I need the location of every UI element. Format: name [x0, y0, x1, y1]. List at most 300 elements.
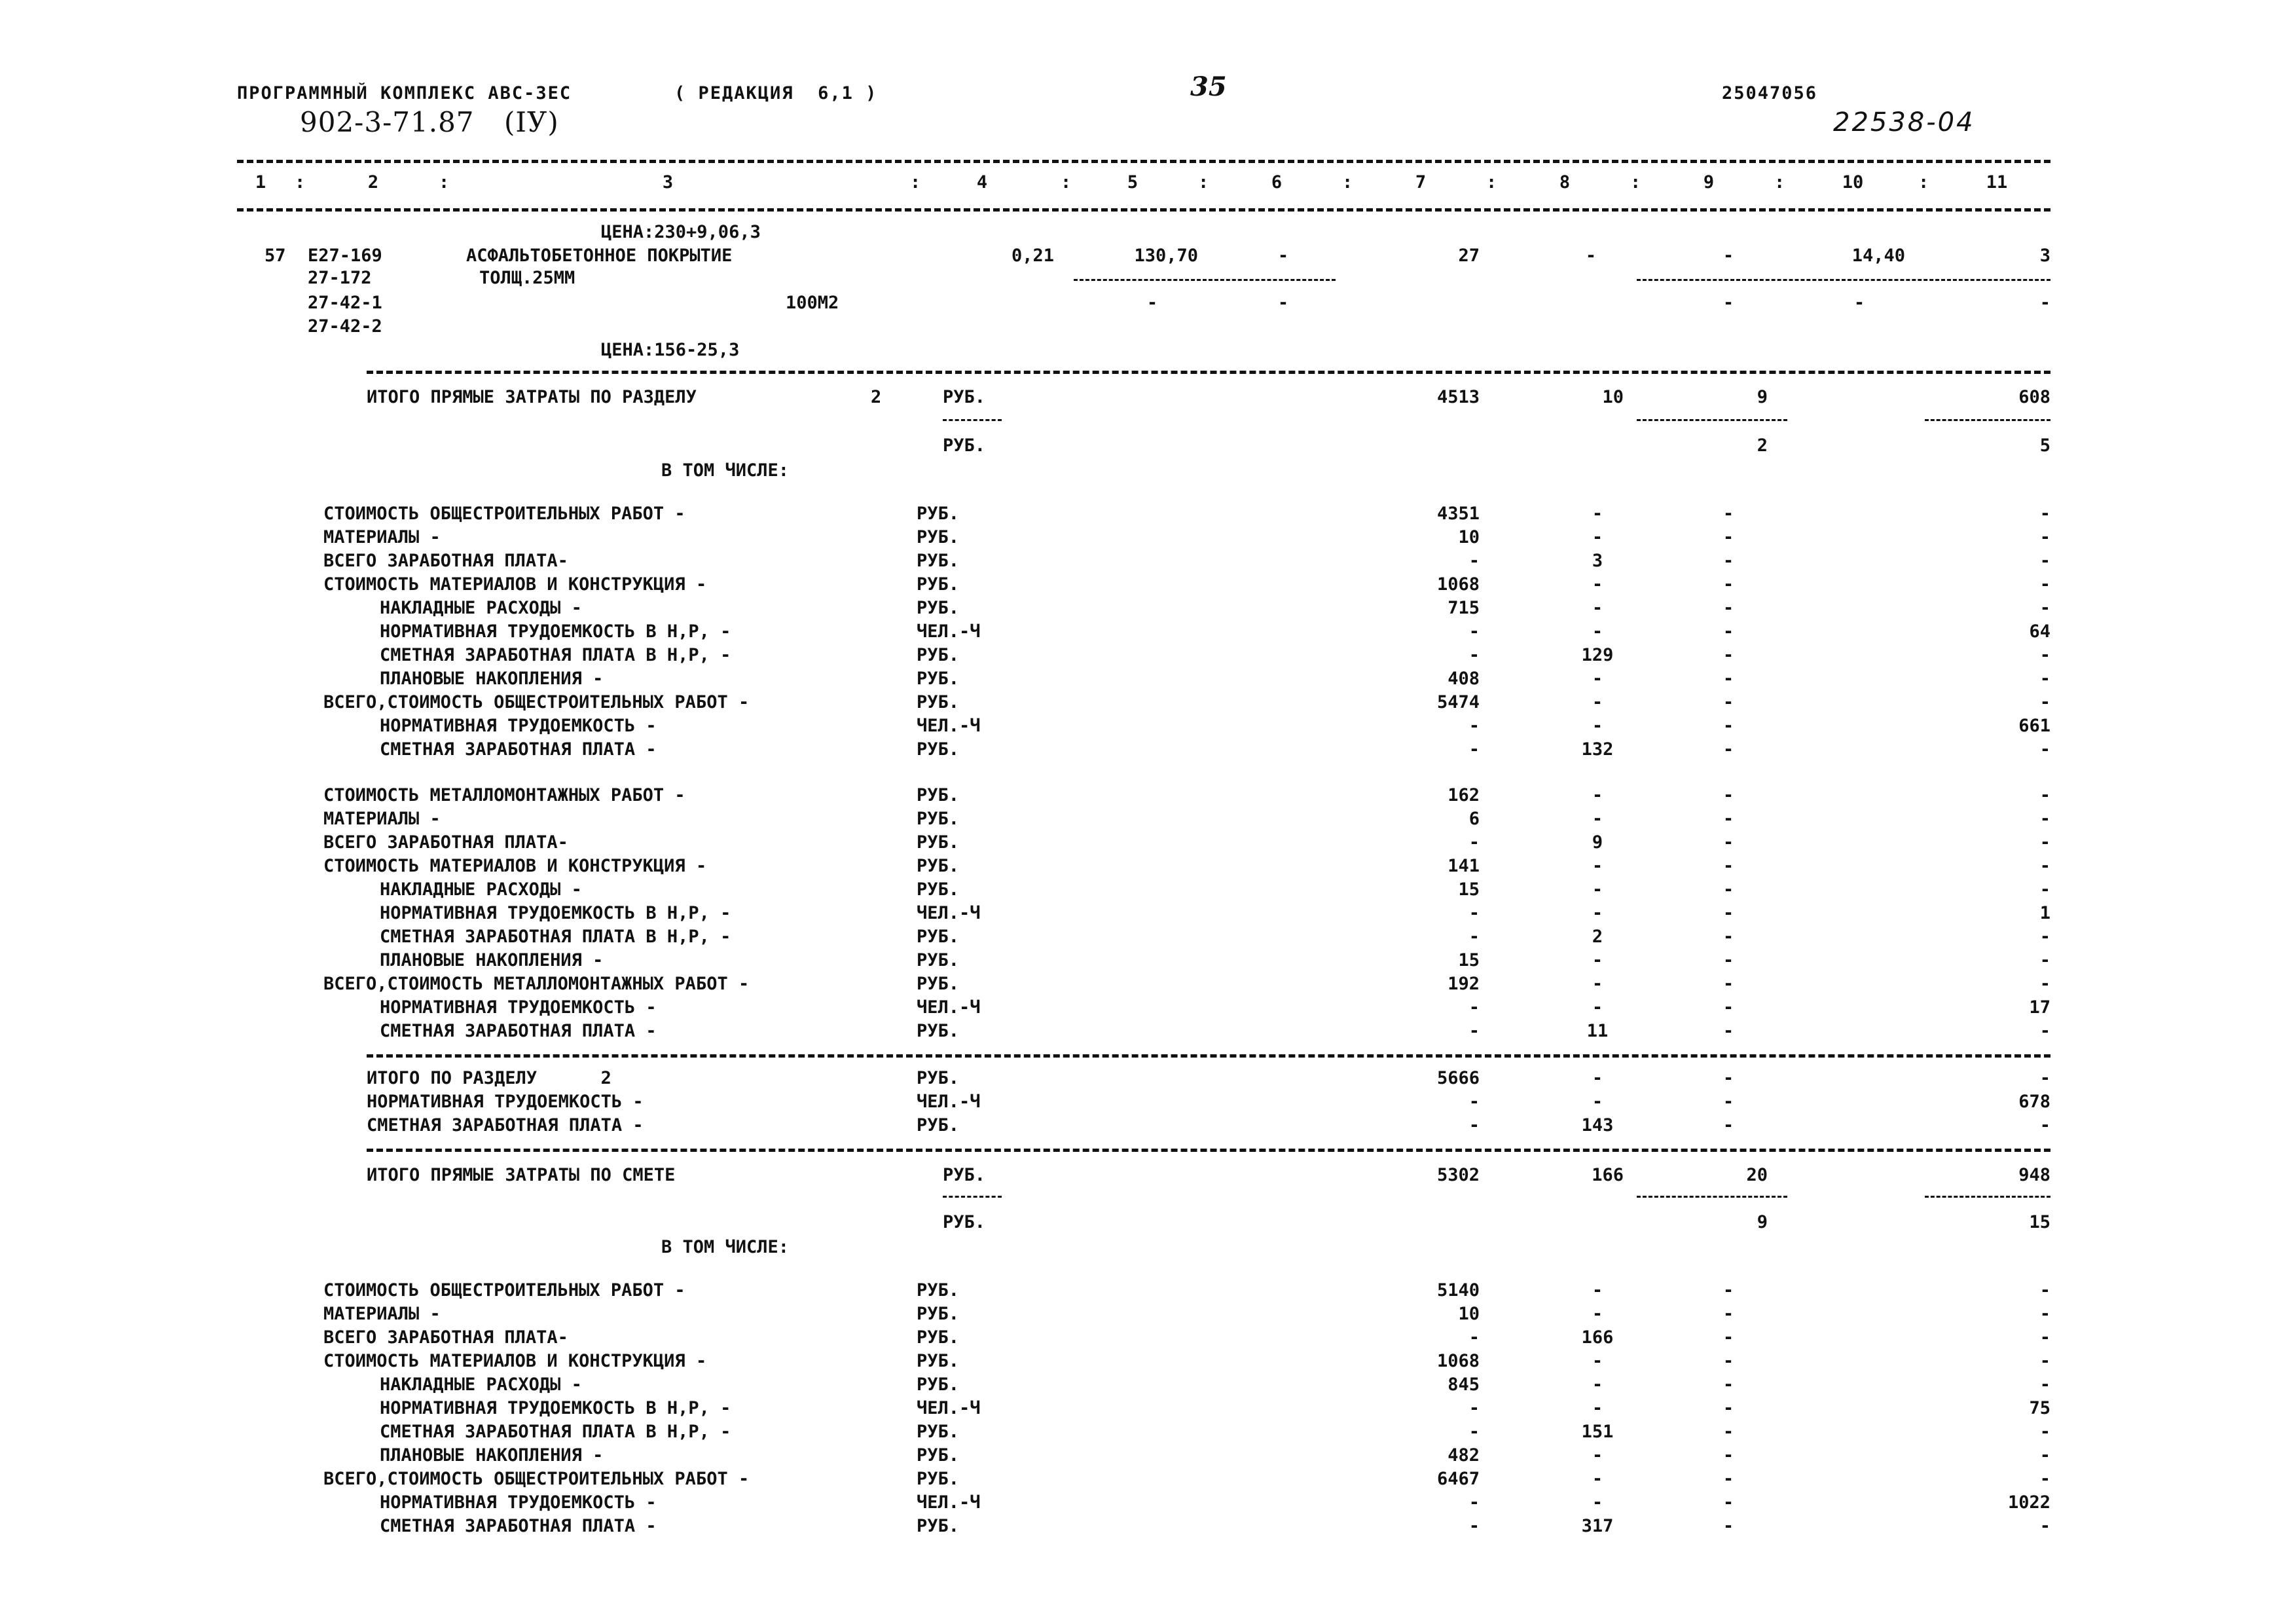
row-unit: ЧЕЛ.-Ч — [917, 716, 981, 736]
item-number: 57 — [264, 246, 286, 266]
column-number: 9 — [1703, 172, 1715, 193]
row-col11: 64 — [2029, 621, 2050, 642]
column-separator: : — [1630, 172, 1641, 193]
estimate-total-col11b: 15 — [2029, 1212, 2050, 1232]
section-total-unit2: РУБ. — [943, 435, 986, 456]
row-col11: 1022 — [2007, 1492, 2050, 1513]
row-label: МАТЕРИАЛЫ - — [323, 1304, 441, 1324]
row-col7: - — [1468, 1398, 1480, 1418]
row-col7: - — [1468, 1492, 1480, 1513]
row-col9: - — [1722, 809, 1734, 829]
row-unit: РУБ. — [917, 974, 960, 994]
row-col8: - — [1592, 716, 1603, 736]
item-rule-9-11 — [1637, 279, 2050, 281]
row-label: ВСЕГО,СТОИМОСТЬ ОБЩЕСТРОИТЕЛЬНЫХ РАБОТ - — [323, 1469, 750, 1489]
row-col11: - — [2039, 598, 2050, 618]
row-col9: - — [1722, 1516, 1734, 1536]
row-col9: - — [1722, 950, 1734, 970]
edition-label: ( РЕДАКЦИЯ 6,1 ) — [674, 83, 878, 103]
item-col8: - — [1585, 246, 1597, 266]
row-col8: - — [1592, 574, 1603, 595]
section-total-col8: 10 — [1602, 387, 1624, 407]
row-col7: 845 — [1448, 1375, 1480, 1395]
row-col8: - — [1592, 997, 1603, 1018]
estimate-total-label: ИТОГО ПРЯМЫЕ ЗАТРАТЫ ПО СМЕТЕ — [367, 1165, 676, 1185]
row-col8: - — [1592, 809, 1603, 829]
row-label: ВСЕГО,СТОИМОСТЬ ОБЩЕСТРОИТЕЛЬНЫХ РАБОТ - — [323, 692, 750, 712]
row-col8: 151 — [1581, 1422, 1614, 1442]
row-col9: - — [1722, 574, 1734, 595]
column-number: 5 — [1127, 172, 1139, 193]
row-col8: - — [1592, 1375, 1603, 1395]
column-number: 6 — [1271, 172, 1283, 193]
row-label: НОРМАТИВНАЯ ТРУДОЕМКОСТЬ - — [380, 716, 657, 736]
row-unit: ЧЕЛ.-Ч — [917, 1092, 981, 1112]
row-col11: - — [2039, 856, 2050, 876]
row-unit: РУБ. — [917, 1469, 960, 1489]
row-col7: 715 — [1448, 598, 1480, 618]
row-unit: РУБ. — [917, 692, 960, 712]
section-total-number: 2 — [871, 387, 882, 407]
row-col7: - — [1468, 1021, 1480, 1041]
row-col11: - — [2039, 1327, 2050, 1348]
row-col9: - — [1722, 1280, 1734, 1301]
row-col7: - — [1468, 645, 1480, 665]
row-col9: - — [1722, 997, 1734, 1018]
row-col8: - — [1592, 1469, 1603, 1489]
project-number: 902-3-71.87 — [300, 106, 475, 138]
row-label: ИТОГО ПО РАЗДЕЛУ 2 — [367, 1068, 611, 1088]
column-separator: : — [1774, 172, 1785, 193]
row-col11: - — [2039, 739, 2050, 760]
row-col7: 1068 — [1436, 574, 1480, 595]
item-unit: 100М2 — [786, 293, 839, 313]
item-col7: 27 — [1458, 246, 1480, 266]
row-col9: - — [1722, 669, 1734, 689]
row-col11: - — [2039, 669, 2050, 689]
col11-rule — [1925, 1196, 2050, 1198]
row-col11: - — [2039, 950, 2050, 970]
row-label: СМЕТНАЯ ЗАРАБОТНАЯ ПЛАТА - — [380, 1021, 657, 1041]
row-col7: 6 — [1468, 809, 1480, 829]
row-col7: - — [1468, 997, 1480, 1018]
sheet-number: 22538-04 — [1833, 107, 1975, 138]
row-label: СТОИМОСТЬ ОБЩЕСТРОИТЕЛЬНЫХ РАБОТ - — [323, 1280, 685, 1301]
row-unit: РУБ. — [917, 504, 960, 524]
row-col11: - — [2039, 1068, 2050, 1088]
row-col9: - — [1722, 716, 1734, 736]
col9-rule — [1637, 419, 1787, 421]
row-unit: РУБ. — [917, 950, 960, 970]
item-col5b: - — [1146, 293, 1158, 313]
row-col8: - — [1592, 903, 1603, 923]
row-col9: - — [1722, 1115, 1734, 1135]
row-col11: - — [2039, 785, 2050, 805]
row-unit: ЧЕЛ.-Ч — [917, 997, 981, 1018]
row-col8: - — [1592, 669, 1603, 689]
column-number: 2 — [367, 172, 379, 193]
row-col7: - — [1468, 551, 1480, 571]
section-rule — [367, 371, 2050, 374]
row-col9: - — [1722, 1469, 1734, 1489]
row-col7: 141 — [1448, 856, 1480, 876]
row-col8: 9 — [1592, 832, 1603, 853]
row-label: СМЕТНАЯ ЗАРАБОТНАЯ ПЛАТА В Н,Р, - — [380, 645, 731, 665]
row-col11: 678 — [2018, 1092, 2050, 1112]
row-label: ВСЕГО ЗАРАБОТНАЯ ПЛАТА- — [323, 832, 568, 853]
section-total-col11b: 5 — [2039, 435, 2050, 456]
row-col8: 129 — [1581, 645, 1614, 665]
row-col9: - — [1722, 785, 1734, 805]
item-col10b: - — [1853, 293, 1865, 313]
row-unit: РУБ. — [917, 1280, 960, 1301]
row-col11: - — [2039, 832, 2050, 853]
item-col11: 3 — [2039, 246, 2050, 266]
row-col7: 1068 — [1436, 1351, 1480, 1371]
row-col8: - — [1592, 1280, 1603, 1301]
row-col7: - — [1468, 739, 1480, 760]
estimate-total-col8: 166 — [1592, 1165, 1624, 1185]
row-col7: - — [1468, 903, 1480, 923]
row-unit: ЧЕЛ.-Ч — [917, 903, 981, 923]
column-number: 4 — [976, 172, 988, 193]
row-label: СМЕТНАЯ ЗАРАБОТНАЯ ПЛАТА В Н,Р, - — [380, 927, 731, 947]
row-label: ПЛАНОВЫЕ НАКОПЛЕНИЯ - — [380, 669, 604, 689]
row-label: СМЕТНАЯ ЗАРАБОТНАЯ ПЛАТА - — [380, 739, 657, 760]
row-col9: - — [1722, 1351, 1734, 1371]
row-col8: - — [1592, 692, 1603, 712]
column-number: 8 — [1559, 172, 1571, 193]
row-label: МАТЕРИАЛЫ - — [323, 809, 441, 829]
row-unit: РУБ. — [917, 1304, 960, 1324]
estimate-total-col7: 5302 — [1436, 1165, 1480, 1185]
row-col9: - — [1722, 1021, 1734, 1041]
row-label: НОРМАТИВНАЯ ТРУДОЕМКОСТЬ В Н,Р, - — [380, 621, 731, 642]
row-col11: 75 — [2029, 1398, 2050, 1418]
row-unit: ЧЕЛ.-Ч — [917, 1492, 981, 1513]
estimate-total-unit: РУБ. — [943, 1165, 986, 1185]
item-quantity: 0,21 — [1011, 246, 1054, 266]
row-col7: 5474 — [1436, 692, 1480, 712]
row-col7: 408 — [1448, 669, 1480, 689]
row-col7: 4351 — [1436, 504, 1480, 524]
row-col8: - — [1592, 504, 1603, 524]
unit-rule — [943, 1196, 1002, 1198]
row-col7: 482 — [1448, 1445, 1480, 1466]
row-col9: - — [1722, 1068, 1734, 1088]
estimate-total-col11: 948 — [2018, 1165, 2050, 1185]
row-col11: - — [2039, 1469, 2050, 1489]
row-col8: - — [1592, 1092, 1603, 1112]
item-col11b: - — [2039, 293, 2050, 313]
item-price-bottom: ЦЕНА:156-25,3 — [601, 340, 740, 360]
row-label: НАКЛАДНЫЕ РАСХОДЫ - — [380, 598, 582, 618]
row-col9: - — [1722, 739, 1734, 760]
row-col8: - — [1592, 1068, 1603, 1088]
item-name: АСФАЛЬТОБЕТОННОЕ ПОКРЫТИЕ — [466, 246, 733, 266]
row-unit: ЧЕЛ.-Ч — [917, 1398, 981, 1418]
row-col9: - — [1722, 598, 1734, 618]
row-label: СТОИМОСТЬ МЕТАЛЛОМОНТАЖНЫХ РАБОТ - — [323, 785, 685, 805]
column-number: 3 — [662, 172, 674, 193]
row-col7: - — [1468, 1516, 1480, 1536]
estimate-total-col9: 20 — [1746, 1165, 1768, 1185]
item-code-4: 27-42-2 — [308, 316, 382, 337]
row-unit: РУБ. — [917, 1021, 960, 1041]
row-col9: - — [1722, 1492, 1734, 1513]
row-col7: 6467 — [1436, 1469, 1480, 1489]
row-unit: РУБ. — [917, 1516, 960, 1536]
row-col7: 15 — [1458, 950, 1480, 970]
row-col9: - — [1722, 903, 1734, 923]
item-col6: - — [1277, 246, 1289, 266]
section-total-col11: 608 — [2018, 387, 2050, 407]
row-col7: 5666 — [1436, 1068, 1480, 1088]
program-title: ПРОГРАММНЫЙ КОМПЛЕКС АВС-ЗЕС — [237, 83, 572, 103]
row-col7: 15 — [1458, 879, 1480, 900]
row-unit: РУБ. — [917, 1327, 960, 1348]
row-unit: РУБ. — [917, 598, 960, 618]
row-col11: - — [2039, 692, 2050, 712]
row-col11: - — [2039, 879, 2050, 900]
row-col8: - — [1592, 1445, 1603, 1466]
row-col9: - — [1722, 832, 1734, 853]
row-col7: - — [1468, 716, 1480, 736]
row-col11: - — [2039, 551, 2050, 571]
row-unit: ЧЕЛ.-Ч — [917, 621, 981, 642]
header-top-rule — [237, 160, 2050, 163]
row-unit: РУБ. — [917, 1115, 960, 1135]
row-col8: - — [1592, 598, 1603, 618]
row-unit: РУБ. — [917, 551, 960, 571]
row-col8: 11 — [1586, 1021, 1609, 1041]
section-total-col7: 4513 — [1436, 387, 1480, 407]
column-separator: : — [1198, 172, 1209, 193]
row-col8: - — [1592, 1351, 1603, 1371]
row-label: ВСЕГО,СТОИМОСТЬ МЕТАЛЛОМОНТАЖНЫХ РАБОТ - — [323, 974, 750, 994]
row-label: НОРМАТИВНАЯ ТРУДОЕМКОСТЬ - — [367, 1092, 644, 1112]
row-col11: 1 — [2039, 903, 2050, 923]
row-unit: РУБ. — [917, 1375, 960, 1395]
row-unit: РУБ. — [917, 879, 960, 900]
row-col8: - — [1592, 856, 1603, 876]
row-col11: - — [2039, 1280, 2050, 1301]
item-col5: 130,70 — [1134, 246, 1198, 266]
row-col9: - — [1722, 527, 1734, 547]
row-col7: - — [1468, 621, 1480, 642]
row-col9: - — [1722, 1092, 1734, 1112]
item-price-top: ЦЕНА:230+9,06,3 — [601, 222, 761, 242]
row-col8: - — [1592, 1492, 1603, 1513]
row-label: ВСЕГО ЗАРАБОТНАЯ ПЛАТА- — [323, 1327, 568, 1348]
row-col9: - — [1722, 645, 1734, 665]
row-label: НОРМАТИВНАЯ ТРУДОЕМКОСТЬ - — [380, 1492, 657, 1513]
row-col7: - — [1468, 1115, 1480, 1135]
row-col8: - — [1592, 785, 1603, 805]
column-separator: : — [295, 172, 306, 193]
row-col11: - — [2039, 927, 2050, 947]
column-separator: : — [910, 172, 921, 193]
row-col7: 10 — [1458, 527, 1480, 547]
estimate-total-rule — [367, 1149, 2050, 1152]
row-col8: - — [1592, 1398, 1603, 1418]
row-label: НОРМАТИВНАЯ ТРУДОЕМКОСТЬ В Н,Р, - — [380, 1398, 731, 1418]
row-col7: 5140 — [1436, 1280, 1480, 1301]
column-separator: : — [1061, 172, 1072, 193]
column-separator: : — [1342, 172, 1353, 193]
item-code-3: 27-42-1 — [308, 293, 382, 313]
row-col8: 317 — [1581, 1516, 1614, 1536]
row-col9: - — [1722, 1445, 1734, 1466]
row-col11: - — [2039, 1375, 2050, 1395]
row-unit: РУБ. — [917, 669, 960, 689]
row-col11: - — [2039, 574, 2050, 595]
item-name-thickness: ТОЛЩ.25ММ — [479, 268, 575, 288]
section-total-unit: РУБ. — [943, 387, 986, 407]
row-unit: РУБ. — [917, 1445, 960, 1466]
row-label: ВСЕГО ЗАРАБОТНАЯ ПЛАТА- — [323, 551, 568, 571]
row-unit: РУБ. — [917, 785, 960, 805]
row-unit: РУБ. — [917, 832, 960, 853]
section-total-rule — [367, 1054, 2050, 1058]
row-col8: 143 — [1581, 1115, 1614, 1135]
column-separator: : — [1918, 172, 1929, 193]
row-col8: - — [1592, 527, 1603, 547]
row-label: СМЕТНАЯ ЗАРАБОТНАЯ ПЛАТА В Н,Р, - — [380, 1422, 731, 1442]
row-col11: - — [2039, 1115, 2050, 1135]
row-col8: - — [1592, 1304, 1603, 1324]
row-col11: - — [2039, 504, 2050, 524]
row-col9: - — [1722, 692, 1734, 712]
row-col8: - — [1592, 974, 1603, 994]
item-col9b: - — [1722, 293, 1734, 313]
row-label: МАТЕРИАЛЫ - — [323, 527, 441, 547]
header-bottom-rule — [237, 208, 2050, 212]
row-label: НАКЛАДНЫЕ РАСХОДЫ - — [380, 1375, 582, 1395]
row-label: НОРМАТИВНАЯ ТРУДОЕМКОСТЬ - — [380, 997, 657, 1018]
row-col9: - — [1722, 1327, 1734, 1348]
row-col8: 166 — [1581, 1327, 1614, 1348]
row-unit: РУБ. — [917, 856, 960, 876]
row-label: СМЕТНАЯ ЗАРАБОТНАЯ ПЛАТА - — [380, 1516, 657, 1536]
row-unit: РУБ. — [917, 527, 960, 547]
row-col8: - — [1592, 879, 1603, 900]
row-col9: - — [1722, 1422, 1734, 1442]
row-col7: - — [1468, 927, 1480, 947]
row-col11: - — [2039, 1445, 2050, 1466]
row-label: ПЛАНОВЫЕ НАКОПЛЕНИЯ - — [380, 950, 604, 970]
row-col8: 3 — [1592, 551, 1603, 571]
row-col9: - — [1722, 551, 1734, 571]
section-total-col9b: 2 — [1757, 435, 1768, 456]
estimate-total-unit2: РУБ. — [943, 1212, 986, 1232]
row-label: СТОИМОСТЬ МАТЕРИАЛОВ И КОНСТРУКЦИЯ - — [323, 856, 707, 876]
unit-rule — [943, 419, 1002, 421]
column-separator: : — [439, 172, 450, 193]
item-col9: - — [1722, 246, 1734, 266]
column-number: 11 — [1986, 172, 2008, 193]
row-col9: - — [1722, 974, 1734, 994]
including-heading: В ТОМ ЧИСЛЕ: — [661, 460, 790, 481]
row-col11: - — [2039, 809, 2050, 829]
page-number: 35 — [1190, 71, 1227, 102]
row-col11: - — [2039, 527, 2050, 547]
section-total-label: ИТОГО ПРЯМЫЕ ЗАТРАТЫ ПО РАЗДЕЛУ — [367, 387, 697, 407]
row-col11: - — [2039, 1351, 2050, 1371]
item-code-2: 27-172 — [308, 268, 372, 288]
row-unit: РУБ. — [917, 574, 960, 595]
row-col11: - — [2039, 974, 2050, 994]
row-col8: 132 — [1581, 739, 1614, 760]
volume-label: (IУ) — [504, 106, 559, 138]
col11-rule — [1925, 419, 2050, 421]
document-code: 25047056 — [1722, 83, 1818, 103]
row-col8: 2 — [1592, 927, 1603, 947]
section-total-col9: 9 — [1757, 387, 1768, 407]
column-number: 1 — [255, 172, 266, 193]
row-col9: - — [1722, 1375, 1734, 1395]
row-label: ПЛАНОВЫЕ НАКОПЛЕНИЯ - — [380, 1445, 604, 1466]
row-col11: - — [2039, 1304, 2050, 1324]
row-col7: 10 — [1458, 1304, 1480, 1324]
row-unit: РУБ. — [917, 1422, 960, 1442]
row-col7: - — [1468, 832, 1480, 853]
item-col6b: - — [1277, 293, 1289, 313]
item-code-1: Е27-169 — [308, 246, 382, 266]
row-col11: - — [2039, 1021, 2050, 1041]
row-col11: 661 — [2018, 716, 2050, 736]
row-col8: - — [1592, 621, 1603, 642]
row-col11: - — [2039, 1422, 2050, 1442]
row-col7: - — [1468, 1422, 1480, 1442]
row-unit: РУБ. — [917, 1351, 960, 1371]
row-col9: - — [1722, 927, 1734, 947]
row-unit: РУБ. — [917, 1068, 960, 1088]
row-col11: - — [2039, 645, 2050, 665]
row-col8: - — [1592, 950, 1603, 970]
row-col9: - — [1722, 504, 1734, 524]
item-rule-5-6 — [1074, 279, 1336, 281]
row-unit: РУБ. — [917, 739, 960, 760]
including-heading: В ТОМ ЧИСЛЕ: — [661, 1237, 790, 1257]
row-unit: РУБ. — [917, 927, 960, 947]
row-col9: - — [1722, 1398, 1734, 1418]
col9-rule — [1637, 1196, 1787, 1198]
column-number: 10 — [1842, 172, 1864, 193]
row-col7: - — [1468, 1327, 1480, 1348]
column-number: 7 — [1415, 172, 1427, 193]
row-label: СТОИМОСТЬ МАТЕРИАЛОВ И КОНСТРУКЦИЯ - — [323, 1351, 707, 1371]
row-col11: - — [2039, 1516, 2050, 1536]
column-separator: : — [1486, 172, 1497, 193]
row-label: СМЕТНАЯ ЗАРАБОТНАЯ ПЛАТА - — [367, 1115, 644, 1135]
row-col9: - — [1722, 1304, 1734, 1324]
row-col9: - — [1722, 879, 1734, 900]
row-label: НОРМАТИВНАЯ ТРУДОЕМКОСТЬ В Н,Р, - — [380, 903, 731, 923]
row-col9: - — [1722, 856, 1734, 876]
row-col11: 17 — [2029, 997, 2050, 1018]
row-unit: РУБ. — [917, 809, 960, 829]
row-col7: 162 — [1448, 785, 1480, 805]
estimate-total-col9b: 9 — [1757, 1212, 1768, 1232]
item-col10: 14,40 — [1851, 246, 1905, 266]
row-label: СТОИМОСТЬ МАТЕРИАЛОВ И КОНСТРУКЦИЯ - — [323, 574, 707, 595]
row-col9: - — [1722, 621, 1734, 642]
row-unit: РУБ. — [917, 645, 960, 665]
row-label: СТОИМОСТЬ ОБЩЕСТРОИТЕЛЬНЫХ РАБОТ - — [323, 504, 685, 524]
row-col7: 192 — [1448, 974, 1480, 994]
row-label: НАКЛАДНЫЕ РАСХОДЫ - — [380, 879, 582, 900]
